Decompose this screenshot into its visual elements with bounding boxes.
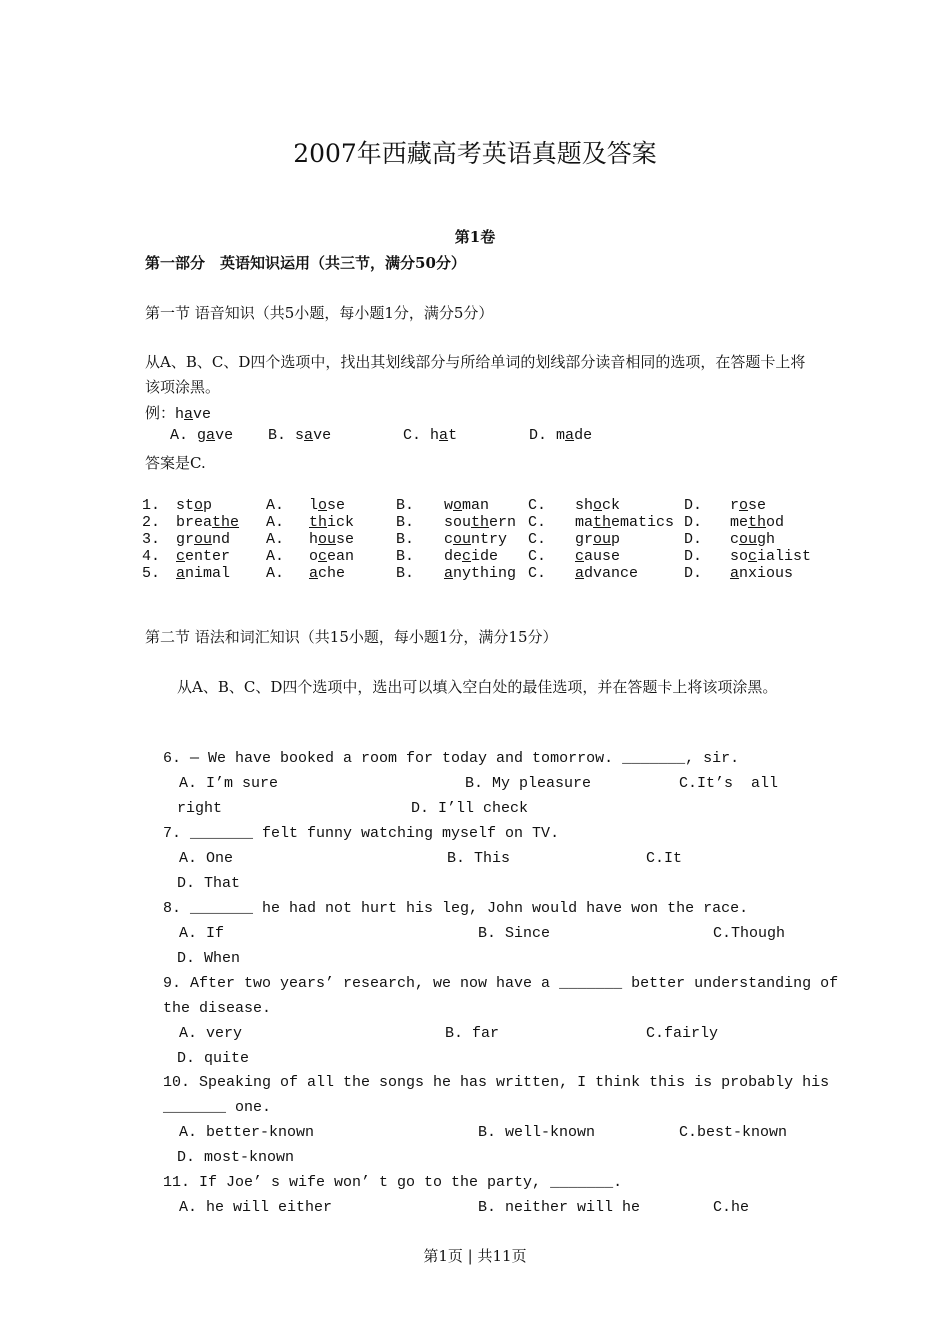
question-10-option-d: D. most-known: [177, 1149, 295, 1166]
question-9-stem-continued: the disease.: [163, 1000, 272, 1017]
question-7-stem: 7. _______ felt funny watching myself on TV.: [163, 825, 560, 842]
question-7-option-c: C.It: [646, 850, 683, 867]
section2-instruction: 从A、B、C、D四个选项中，选出可以填入空白处的最佳选项，并在答题卡上将该项涂黑。: [177, 678, 778, 696]
question-11-stem: 11. If Joe’ s wife won’ t go to the party, _______.: [163, 1174, 623, 1191]
question-10-option-a: A. better-known: [179, 1124, 315, 1141]
example-option-b: B. save: [268, 427, 332, 444]
example-word: have: [175, 406, 212, 423]
example-option-d: D. made: [529, 427, 593, 444]
question-8-stem: 8. _______ he had not hurt his leg, John would have won the race.: [163, 900, 749, 917]
question-10-stem: 10. Speaking of all the songs he has written, I think this is probably his: [163, 1074, 830, 1091]
example-option-c: C. hat: [403, 427, 458, 444]
table-row: 2. breathe A. thick B. southern C. mathematics D. method: [142, 514, 785, 531]
question-6-option-a: A. I’m sure: [179, 775, 279, 792]
table-row: 1. stop A. lose B. woman C. shock D. rose: [142, 497, 767, 514]
question-9-option-a: A. very: [179, 1025, 243, 1042]
question-8-option-a: A. If: [179, 925, 225, 942]
question-7-option-a: A. One: [179, 850, 234, 867]
question-10-option-c: C.best-known: [679, 1124, 788, 1141]
phonetics-table: [142, 497, 811, 582]
table-row: 5. animal A. ache B. anything C. advance D. anxious: [142, 565, 794, 582]
question-9-option-d: D. quite: [177, 1050, 250, 1067]
question-6-stem: 6. — We have booked a room for today and tomorrow. _______, sir.: [163, 750, 740, 767]
section1-heading: 第一节 语音知识（共5小题，每小题1分，满分5分）: [145, 304, 494, 322]
example-option-a: A. gave: [170, 427, 234, 444]
volume-heading: 第1卷: [454, 228, 496, 246]
question-11-option-a: A. he will either: [179, 1199, 333, 1216]
document-title: 2007年西藏高考英语真题及答案: [293, 139, 657, 168]
table-row: 3. ground A. house B. country C. group D. cough: [142, 531, 776, 548]
section1-instruction: 从A、B、C、D四个选项中，找出其划线部分与所给单词的划线部分读音相同的选项，在答题卡上将该项涂黑。: [145, 353, 806, 396]
section2-heading: 第二节 语法和词汇知识（共15小题，每小题1分，满分15分）: [145, 628, 558, 646]
question-11-option-b: B. neither will he: [478, 1199, 641, 1216]
question-9-option-b: B. far: [445, 1025, 500, 1042]
example-line: [145, 402, 211, 423]
question-9-stem: 9. After two years’ research, we now have a _______ better understanding of: [163, 975, 839, 992]
question-10-option-b: B. well-known: [478, 1124, 596, 1141]
question-7-option-d: D. That: [177, 875, 241, 892]
table-row: 4. center A. ocean B. decide C. cause D. socialist: [142, 548, 812, 565]
question-10-stem-continued: _______ one.: [163, 1099, 272, 1116]
question-11-option-c: C.he: [713, 1199, 750, 1216]
part-heading: 第一部分 英语知识运用（共三节，满分50分）: [145, 254, 466, 272]
example-label: 例：: [145, 404, 176, 422]
question-8-option-c: C.Though: [713, 925, 786, 942]
question-8-option-d: D. When: [177, 950, 241, 967]
question-6-option-b: B. My pleasure: [465, 775, 592, 792]
question-6-option-d: D. I’ll check: [411, 800, 529, 817]
page-footer: 第1页 | 共11页: [423, 1247, 527, 1265]
question-8-option-b: B. Since: [478, 925, 551, 942]
question-6-option-c: C.It’s all: [679, 775, 779, 792]
example-answer: 答案是C.: [145, 454, 206, 472]
question-9-option-c: C.fairly: [646, 1025, 719, 1042]
question-6-option-c-continued: right: [177, 800, 223, 817]
question-7-option-b: B. This: [447, 850, 511, 867]
